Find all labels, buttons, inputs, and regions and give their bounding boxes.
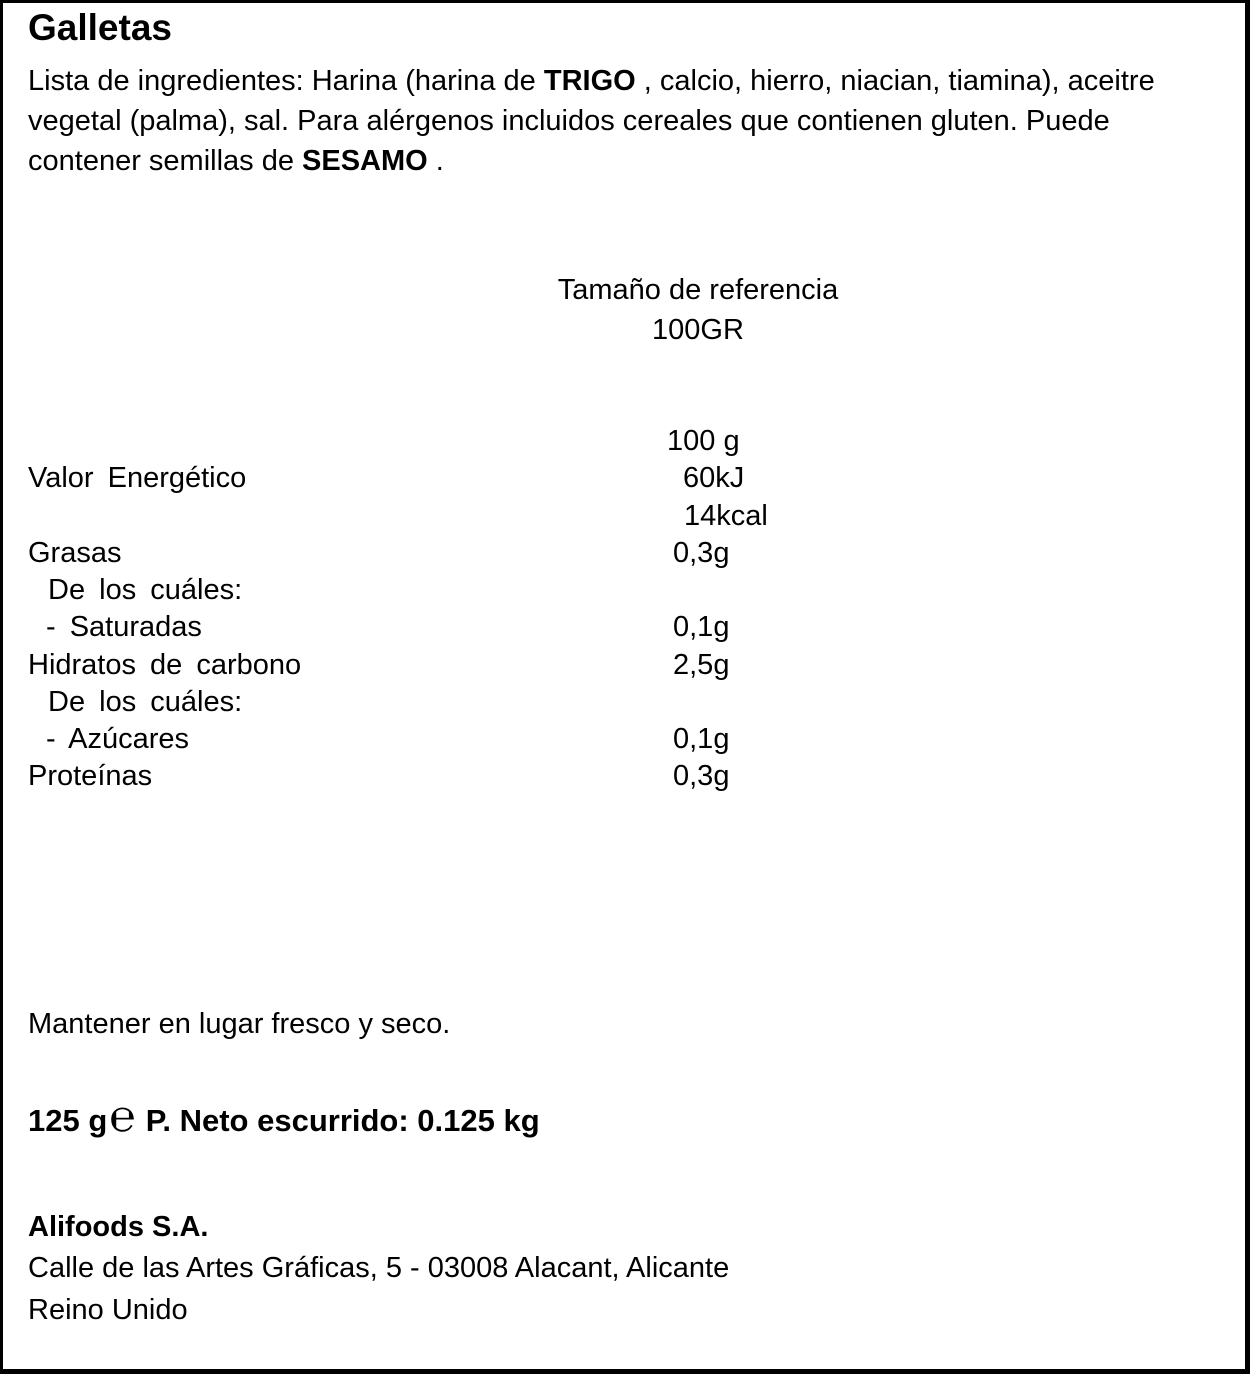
nutrient-label-protein: Proteínas <box>28 760 153 792</box>
ingredients-middle: , calcio, hierro, niacian, tiamina), aceitre vegetal (palma), sal. Para alérgenos incluidos cereales que contienen gluten. Puede contener semillas de <box>28 65 1155 177</box>
nutrient-value-protein: 0,3g <box>673 760 730 792</box>
product-title: Galletas <box>28 7 172 48</box>
reference-size-label: Tamaño de referencia <box>557 274 839 306</box>
energy-label: Valor Energético <box>28 462 247 494</box>
nutrient-label-carbohydrates: Hidratos de carbono <box>28 649 302 681</box>
nutrient-value-saturated: 0,1g <box>673 611 730 643</box>
ingredients-prefix: Lista de ingredientes: Harina (harina de <box>28 65 544 97</box>
energy-kcal: 14kcal <box>684 500 768 532</box>
company-name: Alifoods S.A. <box>28 1211 209 1243</box>
nutrient-value-sugars: 0,1g <box>673 723 730 755</box>
nutrient-label-fat: Grasas <box>28 537 122 569</box>
nutrient-value-fat: 0,3g <box>673 537 730 569</box>
allergen-sesamo: SESAMO <box>302 145 428 177</box>
ingredients-suffix: . <box>427 145 444 177</box>
nutrient-label-of-which-fat: De los cuáles: <box>48 574 243 606</box>
ingredients-list <box>28 61 1208 181</box>
net-weight-line <box>28 1091 540 1142</box>
nutrient-label-sugars: - Azúcares <box>46 723 189 755</box>
energy-kj: 60kJ <box>683 462 745 494</box>
company-address: Calle de las Artes Gráficas, 5 - 03008 Alacant, Alicante <box>28 1252 730 1284</box>
reference-size-value: 100GR <box>652 314 744 346</box>
net-weight-amount: 125 g <box>28 1103 108 1138</box>
nutrient-label-of-which-carbs: De los cuáles: <box>48 686 243 718</box>
company-country: Reino Unido <box>28 1294 188 1326</box>
allergen-trigo: TRIGO <box>543 65 636 97</box>
storage-instructions: Mantener en lugar fresco y seco. <box>28 1008 451 1040</box>
nutrient-label-saturated: - Saturadas <box>46 611 202 643</box>
nutrition-column-header: 100 g <box>667 425 740 457</box>
estimate-sign-icon: ℮ <box>109 1092 136 1141</box>
nutrient-value-carbohydrates: 2,5g <box>673 649 730 681</box>
drained-net-weight: P. Neto escurrido: 0.125 kg <box>145 1103 540 1138</box>
